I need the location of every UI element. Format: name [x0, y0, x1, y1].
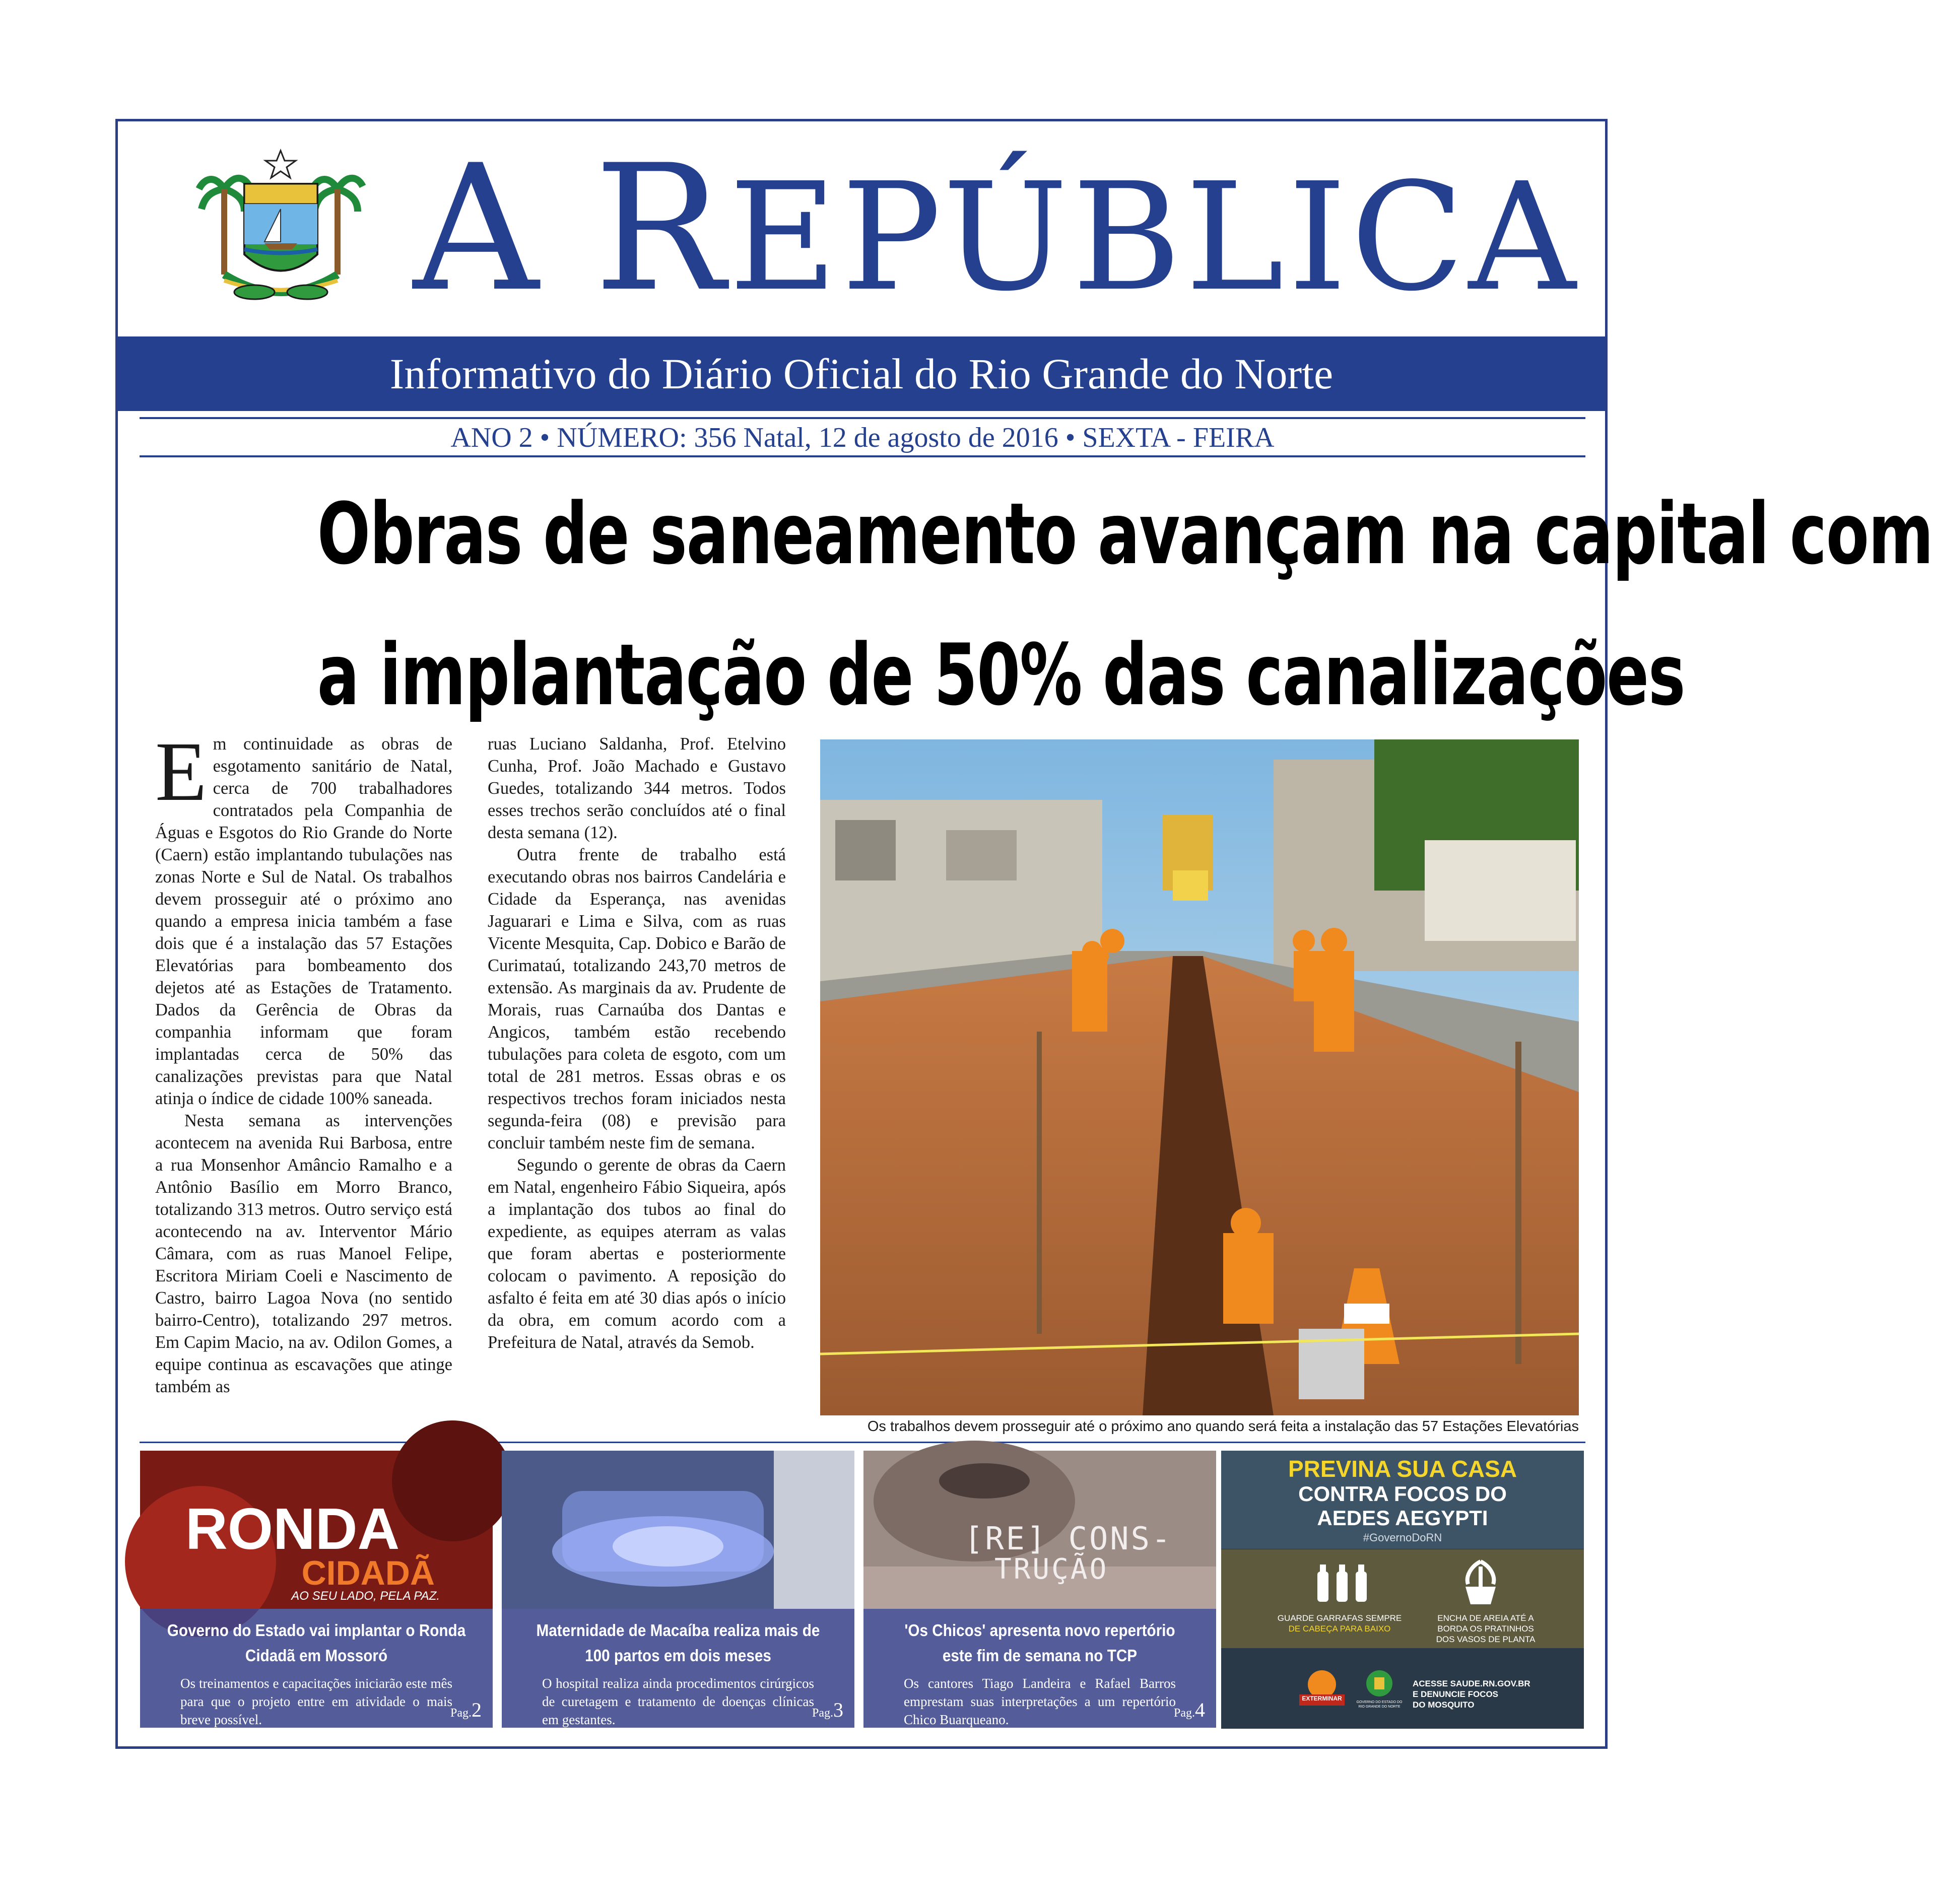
masthead-title: A REPÚBLICA: [413, 128, 1580, 330]
exterminar-text: EXTERMINAR: [1302, 1695, 1342, 1702]
card-title[interactable]: 'Os Chicos' apresenta novo repertório este fim de semana no TCP: [904, 1621, 1175, 1665]
teaser-card-maternidade[interactable]: [502, 1451, 854, 1728]
headline-line-2: a implantação de 50% das canalizações: [317, 626, 1685, 724]
bottles-icon: [1314, 1561, 1370, 1607]
reconstrucao-title-2: TRUÇÃO: [994, 1553, 1109, 1586]
drop-cap: E: [155, 725, 207, 819]
section-divider: [140, 1442, 1585, 1443]
dateline-rule-bottom: [140, 455, 1585, 457]
article-paragraph: ruas Luciano Saldanha, Prof. Etelvino Cunha, Prof. João Machado e Gustavo Guedes, totalizando 344 metros. Todos esses trechos serão concluídos até o final desta semana (12).: [488, 734, 786, 842]
headline-line-1: Obras de saneamento avançam na capital com: [317, 485, 1933, 583]
page-reference: Pag.3: [812, 1698, 843, 1721]
rn-government-text: GOVERNO DO ESTADO DO RIO GRANDE DO NORTE: [1356, 1701, 1403, 1709]
article-paragraph: m continuidade as obras de esgotamento sanitário de Natal, cerca de 700 trabalhadores contratados pela Companhia de Águas e Esgotos do Rio Grande do Norte (Caern) estão implantando tubulações nas zonas Norte e Sul de Natal. Os trabalhos devem prosseguir até o próximo ano quando a empresa inicia também a fase dois que é a instalação das 57 Estações Elevatórias para bombeamento dos dejetos até as Estações de Tratamento. Dados da Gerência de Obras da companhia informam que foram implantadas cerca de 50% das canalizações previstas para que Natal atinja o índice de cidade 100% saneada.: [155, 734, 452, 1108]
card-summary: O hospital realiza ainda procedimentos cirúrgicos de curetagem e tratamento de doenças clínicas em gestantes.: [542, 1676, 814, 1727]
rn-government-seal: [1364, 1668, 1394, 1698]
article-paragraph: Segundo o gerente de obras da Caern em Natal, engenheiro Fábio Siqueira, após a implantação dos tubos ao final do expediente, as equipes aterram as valas que foram abertas e posteriormente colocam o pavimento. A reposição do asfalto é feita em até 30 dias após o início da obra, em comum acordo com a Prefeitura de Natal, através da Semob.: [488, 1155, 786, 1352]
dengue-prevention-ad[interactable]: [1221, 1451, 1584, 1729]
main-headline: [317, 463, 1933, 745]
ad-headline-1: PREVINA SUA CASA: [1288, 1456, 1517, 1482]
ad-hashtag: #GovernoDoRN: [1363, 1531, 1442, 1544]
card-title[interactable]: Governo do Estado vai implantar o Ronda Cidadã em Mossoró: [167, 1621, 466, 1665]
reconstrucao-title-1: [RE] CONS-: [964, 1520, 1173, 1557]
card-title[interactable]: Maternidade de Macaíba realiza mais de 100 partos em dois meses: [536, 1621, 820, 1665]
card-summary: Os cantores Tiago Landeira e Rafael Barros emprestam suas interpretações a um repertório Chico Buarqueano.: [904, 1676, 1176, 1727]
state-crest-logo: [194, 149, 368, 307]
article-paragraph: Nesta semana as intervenções acontecem na avenida Rui Barbosa, entre a rua Monsenhor Amâncio Ramalho e a Antônio Basílio em Morro Branco, totalizando 313 metros. Outro serviço está acontecendo na av. Interventor Mário Câmara, com as ruas Manoel Felipe, Escritora Miriam Coeli e Nascimento de Castro, bairro Lagoa Nova (no sentido bairro-Centro), totalizando 297 metros. Em Capim Macio, na av. Odilon Gomes, a equipe continua as escavações que atinge também as: [155, 1111, 452, 1396]
subtitle-band: [118, 336, 1605, 411]
page-reference: Pag.2: [450, 1698, 482, 1721]
ad-cta[interactable]: ACESSE SAUDE.RN.GOV.BR E DENUNCIE FOCOS DO MOSQUITO: [1413, 1679, 1530, 1710]
masthead-subtitle: Informativo do Diário Oficial do Rio Grande do Norte: [389, 350, 1334, 398]
card-panel: [863, 1609, 1216, 1728]
card-summary: Os treinamentos e capacitações iniciarão este mês para que o projeto entre em atividade o mais breve possível.: [180, 1676, 452, 1727]
photo-caption: Os trabalhos devem prosseguir até o próximo ano quando será feita a instalação das 57 Estações Elevatórias: [867, 1418, 1579, 1435]
teaser-card-ronda-cidada[interactable]: [140, 1451, 493, 1728]
article-paragraph: Outra frente de trabalho está executando obras nos bairros Candelária e Cidade da Esperança, nas avenidas Jaguarari e Lima e Silva, com as ruas Vicente Mesquita, Cap. Dobico e Barão de Curimataú, totalizando 243,70 metros de extensão. As marginais da av. Prudente de Morais, ruas Carnaúba dos Dantas e Angicos, também estão recebendo tubulações para coleta de esgoto, com um total de 281 metros. Essas obras e os respectivos trechos foram iniciados nesta segunda-feira (08) e previsão para concluir também neste fim de semana.: [488, 845, 786, 1152]
dateline-rule-top: [140, 417, 1585, 419]
ad-headline-2: CONTRA FOCOS DO: [1298, 1482, 1507, 1506]
dateline: ANO 2 • NÚMERO: 356 Natal, 12 de agosto de 2016 • SEXTA - FEIRA: [450, 422, 1275, 453]
incubator-photo: [502, 1451, 854, 1609]
plant-pot-icon: [1453, 1556, 1508, 1607]
card-panel: [502, 1609, 854, 1728]
article-column-2: [488, 733, 786, 1353]
ronda-tagline: AO SEU LADO, PELA PAZ.: [291, 1589, 440, 1603]
cidada-logo-text: CIDADÃ: [301, 1554, 435, 1592]
page-reference: Pag.4: [1174, 1698, 1205, 1721]
ad-tip-bottles: GUARDE GARRAFAS SEMPRE DE CABEÇA PARA BAIXO: [1277, 1613, 1402, 1634]
ad-tip-pots: ENCHA DE AREIA ATÉ A BORDA OS PRATINHOS DOS VASOS DE PLANTA: [1436, 1613, 1536, 1644]
trench-construction-photo: [820, 739, 1579, 1415]
teaser-card-os-chicos[interactable]: [863, 1451, 1216, 1728]
card-panel: [140, 1609, 493, 1728]
ronda-logo-text: RONDA: [185, 1496, 400, 1561]
ad-headline-3: AEDES AEGYPTI: [1317, 1506, 1488, 1530]
article-column-1: [155, 725, 452, 1398]
